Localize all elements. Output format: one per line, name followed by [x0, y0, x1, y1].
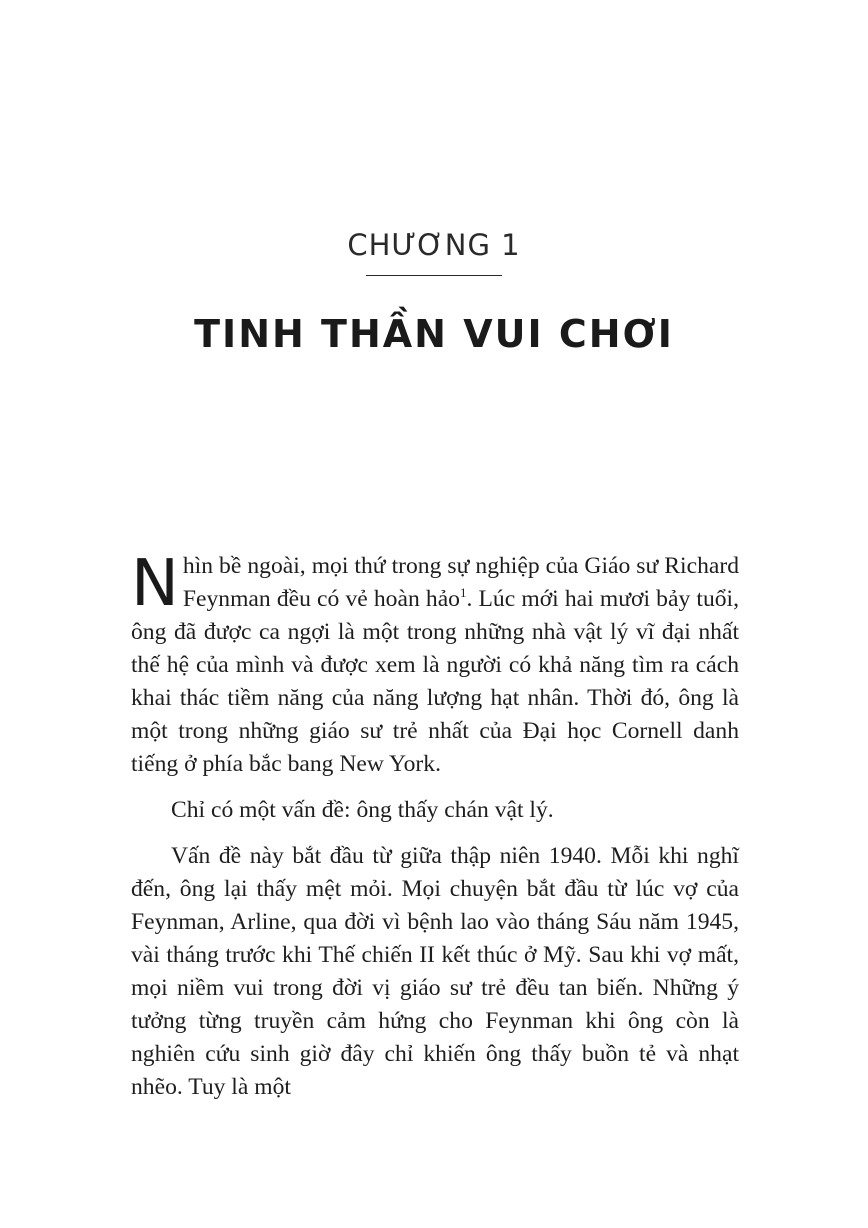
- chapter-label: CHƯƠNG 1: [347, 228, 521, 262]
- chapter-divider: [366, 275, 502, 276]
- paragraph-3: Vấn đề này bắt đầu từ giữa thập niên 1940. Mỗi khi nghĩ đến, ông lại thấy mệt mỏi. Mọi chuyện bắt đầu từ lúc vợ của Feynman, Arline, qua đời vì bệnh lao vào tháng Sáu năm 1945, vài tháng trước khi Thế chiến II kết thúc ở Mỹ. Sau khi vợ mất, mọi niềm vui trong đời vị giáo sư trẻ đều tan biến. Những ý tưởng từng truyền cảm hứng cho Feynman khi ông còn là nghiên cứu sinh giờ đây chỉ khiến ông thấy buồn tẻ và nhạt nhẽo. Tuy là một: [131, 843, 739, 1100]
- paragraph-1: [131, 547, 739, 781]
- chapter-title: TINH THẦN VUI CHƠI: [194, 312, 674, 356]
- drop-cap: N: [131, 547, 179, 621]
- paragraph-2: Chỉ có một vấn đề: ông thấy chán vật lý.: [171, 797, 554, 823]
- paragraph-1-text: hìn bề ngoài, mọi thứ trong sự nghiệp của Giáo sư Richard Feynman đều có vẻ hoàn hảo: [182, 553, 739, 612]
- footnote-marker[interactable]: 1: [459, 585, 467, 601]
- paragraph-1-rest: . Lúc mới hai mươi bảy tuổi, ông đã được ca ngợi là một trong những nhà vật lý vĩ đại nhất thế hệ của mình và được xem là người có khả năng tìm ra cách khai thác tiềm năng của năng lượng hạt nhân. Thời đó, ông là một trong những giáo sư trẻ nhất của Đại học Cornell danh tiếng ở phía bắc bang New York.: [131, 586, 739, 777]
- body-text: [131, 547, 739, 1104]
